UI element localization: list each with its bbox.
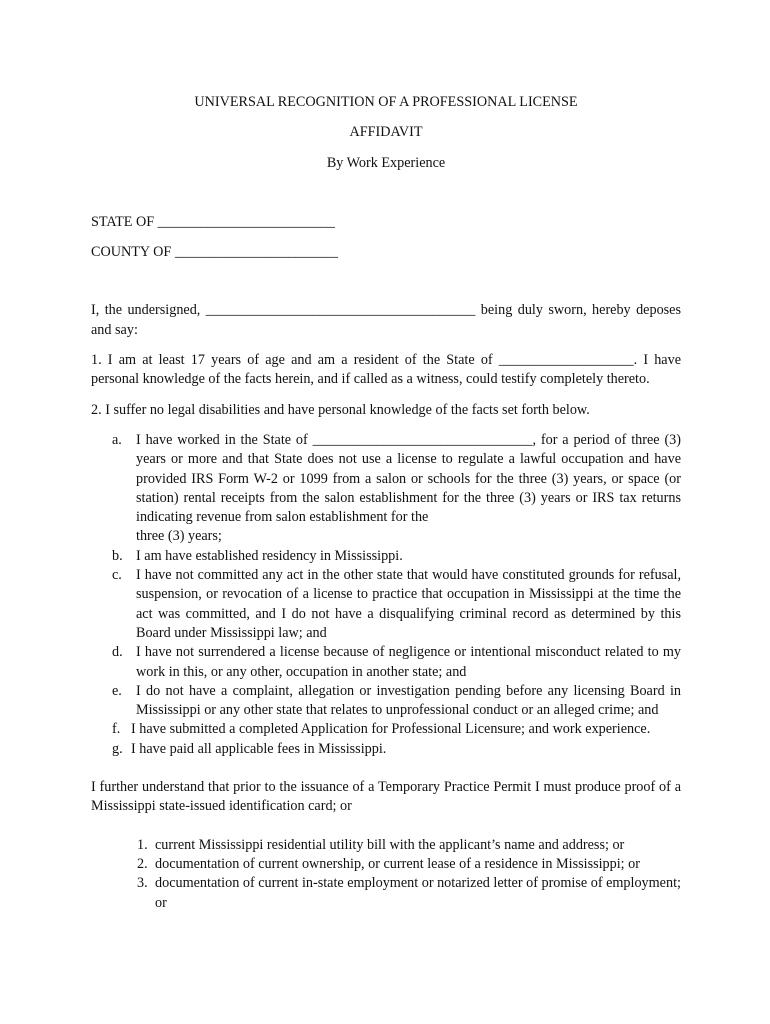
paragraph-2: 2. I suffer no legal disabilities and have personal knowledge of the facts set forth below. (91, 401, 590, 418)
list-item (91, 720, 681, 739)
list-marker: b. (112, 547, 123, 564)
list-item-text: documentation of current ownership, or current lease of a residence in Mississippi; or (155, 855, 640, 872)
county-of-line: COUNTY OF _______________________ (91, 244, 338, 261)
list-item (91, 740, 681, 759)
paragraph-1: 1. I am at least 17 years of age and am a resident of the State of ___________________. I have personal knowledge of the facts herein, and if called as a witness, could testify completely thereto. (91, 352, 681, 388)
list-marker: g. (112, 740, 123, 757)
list-item-text: I have paid all applicable fees in Mississippi. (131, 740, 387, 757)
conditions-list (91, 431, 681, 759)
list-item (91, 431, 681, 547)
list-item (91, 855, 681, 874)
list-item-text: I have not surrendered a license because of negligence or intentional misconduct related to my work in this, or any other, occupation in another state; and (136, 644, 681, 680)
list-marker: a. (112, 431, 122, 448)
list-item-text: I have worked in the State of _______________________________, for a period of three (3) years or more and that State does not use a license to regulate a lawful occupation and have provided IRS Form W-2 or 1099 from a salon or schools for the three (3) years, or space (or station) rental receipts from the salon establishment for the three (3) years or IRS tax returns indicating revenue from salon establishment for the (136, 431, 681, 526)
list-item (91, 547, 681, 566)
list-item-text: documentation of current in-state employment or notarized letter of promise of employment; or (155, 875, 681, 911)
list-item (91, 874, 681, 913)
list-item-text: I have not committed any act in the other state that would have constituted grounds for refusal, suspension, or revocation of a license to practice that occupation in Mississippi at the time the act was committed, and I do not have a disqualifying criminal record as determined by this Board under Mississippi law; and (136, 567, 681, 641)
affidavit-page (91, 93, 681, 913)
list-marker: 3. (137, 875, 148, 892)
list-item (91, 566, 681, 643)
proof-list (91, 836, 681, 913)
list-item-text: I am have established residency in Mississippi. (136, 547, 403, 564)
intro-paragraph: I, the undersigned, ______________________________________ being duly sworn, hereby deposes and say: (91, 302, 681, 338)
list-item (91, 836, 681, 855)
document-subtitle: AFFIDAVIT (349, 124, 423, 141)
list-marker: 1. (137, 836, 148, 853)
list-item (91, 643, 681, 682)
document-title: UNIVERSAL RECOGNITION OF A PROFESSIONAL LICENSE (194, 94, 578, 110)
list-marker: 2. (137, 855, 148, 872)
list-item (91, 682, 681, 721)
list-item-text-tail: three (3) years; (136, 528, 222, 545)
list-marker: c. (112, 567, 122, 584)
list-item-text: I have submitted a completed Application for Professional Licensure; and work experience. (131, 721, 651, 738)
list-marker: d. (112, 644, 123, 661)
list-item-text: I do not have a complaint, allegation or investigation pending before any licensing Board in Mississippi or any other state that relates to unprofessional conduct or an alleged crime; and (136, 682, 681, 719)
document-subsubtitle: By Work Experience (326, 154, 446, 171)
further-paragraph: I further understand that prior to the issuance of a Temporary Practice Permit I must produce proof of a Mississippi state-issued identification card; or (91, 779, 681, 815)
state-of-line: STATE OF _________________________ (91, 213, 335, 230)
list-marker: e. (112, 682, 122, 699)
list-item-text: current Mississippi residential utility bill with the applicant’s name and address; or (155, 836, 625, 853)
list-marker: f. (112, 721, 121, 738)
